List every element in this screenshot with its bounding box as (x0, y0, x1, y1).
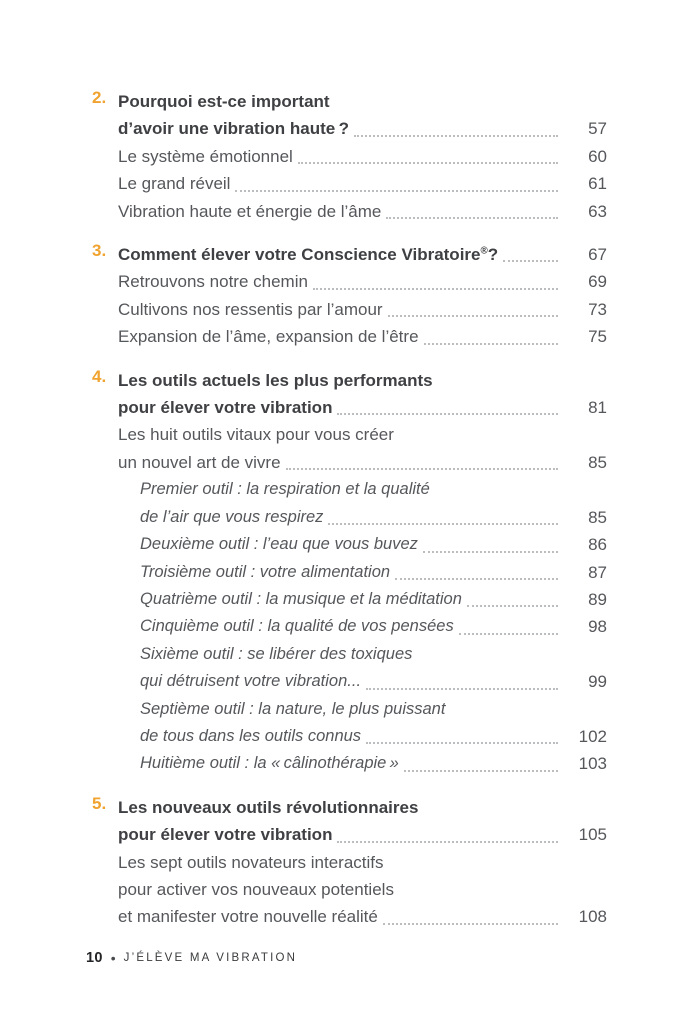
toc-entry-row (92, 143, 607, 170)
toc-entry-text: pour élever votre vibration (118, 398, 333, 418)
toc-entry-text: Comment élever votre Conscience Vibratoire®? (118, 245, 499, 265)
toc-page-number: 108 (578, 907, 607, 927)
toc-entry-row (92, 323, 607, 350)
toc-entry-text: Les outils actuels les plus performants (118, 370, 433, 390)
toc-section (92, 88, 607, 225)
chapter-number: 5. (92, 793, 107, 813)
toc-entry-text: Cultivons nos ressentis par l’amour (118, 299, 383, 319)
toc-chapter-row (92, 88, 607, 143)
toc-entry-row (92, 421, 607, 476)
toc-entry-row (92, 750, 607, 777)
toc-page-number: 57 (588, 119, 607, 139)
table-of-contents (92, 88, 607, 931)
dot-leader (395, 578, 558, 580)
toc-section (92, 794, 607, 931)
dot-leader (366, 688, 558, 690)
chapter-number: 3. (92, 241, 107, 261)
dot-leader (298, 162, 558, 164)
dot-leader (404, 770, 558, 772)
toc-entry-text: Septième outil : la nature, le plus puissant (140, 699, 446, 718)
toc-page-number: 99 (588, 672, 607, 692)
toc-entry-text: Vibration haute et énergie de l’âme (118, 201, 382, 221)
toc-entry-row (92, 268, 607, 295)
toc-chapter-row (92, 794, 607, 849)
folio-page-number: 10 (86, 950, 103, 966)
toc-page-number: 89 (588, 589, 607, 609)
toc-chapter-row (92, 241, 607, 268)
toc-page-number: 73 (588, 299, 607, 319)
toc-page-number: 69 (588, 272, 607, 292)
toc-section (92, 241, 607, 351)
toc-entry-row (92, 641, 607, 696)
toc-page-number: 103 (578, 754, 607, 774)
toc-page-number: 98 (588, 617, 607, 637)
dot-leader (337, 841, 558, 843)
toc-entry-text: Sixième outil : se libérer des toxiques (140, 644, 413, 663)
toc-entry-text: Cinquième outil : la qualité de vos pensées (140, 617, 454, 636)
toc-page-number: 61 (588, 174, 607, 194)
toc-entry-text: Expansion de l’âme, expansion de l’être (118, 327, 419, 347)
dot-leader (354, 135, 558, 137)
toc-entry-row (92, 613, 607, 640)
dot-leader (366, 742, 558, 744)
toc-page-number: 60 (588, 146, 607, 166)
toc-page-number: 105 (578, 825, 607, 845)
dot-leader (313, 288, 558, 290)
toc-page-number: 86 (588, 535, 607, 555)
toc-page-number: 75 (588, 327, 607, 347)
dot-leader (467, 605, 558, 607)
toc-page-number: 85 (588, 452, 607, 472)
toc-entry-row (92, 696, 607, 751)
toc-entry-text: Quatrième outil : la musique et la méditation (140, 589, 462, 608)
page-footer (86, 950, 297, 966)
toc-page-number: 85 (588, 507, 607, 527)
registered-trademark-symbol: ® (480, 245, 488, 257)
toc-chapter-row (92, 367, 607, 422)
dot-leader (459, 633, 558, 635)
dot-leader (328, 523, 558, 525)
toc-entry-row (92, 531, 607, 558)
toc-entry-text: Les huit outils vitaux pour vous créer (118, 425, 394, 445)
toc-page-number: 81 (588, 398, 607, 418)
toc-entry-text: un nouvel art de vivre (118, 452, 281, 472)
toc-page-number: 102 (578, 726, 607, 746)
toc-entry-text: d’avoir une vibration haute ? (118, 119, 350, 139)
toc-entry-row (92, 198, 607, 225)
chapter-number: 4. (92, 366, 107, 386)
dot-leader (286, 468, 558, 470)
dot-leader (337, 413, 558, 415)
toc-page-number: 67 (588, 245, 607, 265)
toc-entry-row (92, 296, 607, 323)
toc-entry-text: Les sept outils novateurs interactifs (118, 852, 384, 872)
dot-leader (423, 551, 558, 553)
toc-entry-text: de tous dans les outils connus (140, 726, 362, 745)
dot-leader (386, 217, 558, 219)
toc-entry-text: Deuxième outil : l’eau que vous buvez (140, 535, 418, 554)
toc-entry-text: Retrouvons notre chemin (118, 272, 308, 292)
toc-entry-row (92, 170, 607, 197)
dot-leader (424, 343, 558, 345)
toc-entry-row (92, 559, 607, 586)
toc-entry-text: Huitième outil : la « câlinothérapie » (140, 754, 399, 773)
running-book-title: J’ÉLÈVE MA VIBRATION (123, 952, 298, 964)
chapter-number: 2. (92, 88, 107, 107)
toc-entry-text: pour activer vos nouveaux potentiels (118, 879, 394, 899)
toc-entry-text: Les nouveaux outils révolutionnaires (118, 797, 419, 817)
dot-leader (388, 315, 558, 317)
toc-entry-text: Troisième outil : votre alimentation (140, 562, 391, 581)
toc-entry-text: Le grand réveil (118, 174, 231, 194)
toc-entry-text: pour élever votre vibration (118, 825, 333, 845)
toc-entry-row (92, 586, 607, 613)
toc-entry-text: Premier outil : la respiration et la qualité (140, 480, 430, 499)
toc-entry-text: Pourquoi est-ce important (118, 92, 330, 111)
toc-entry-text: qui détruisent votre vibration... (140, 672, 362, 691)
toc-entry-row (92, 849, 607, 931)
toc-entry-row (92, 476, 607, 531)
footer-bullet-separator: • (110, 950, 116, 966)
toc-page-number: 87 (588, 562, 607, 582)
toc-entry-text: et manifester votre nouvelle réalité (118, 907, 378, 927)
toc-entry-text: de l’air que vous respirez (140, 507, 324, 526)
toc-section (92, 367, 607, 778)
dot-leader (383, 923, 558, 925)
toc-page-number: 63 (588, 201, 607, 221)
toc-entry-text: Le système émotionnel (118, 146, 293, 166)
dot-leader (235, 190, 558, 192)
dot-leader (503, 260, 558, 262)
